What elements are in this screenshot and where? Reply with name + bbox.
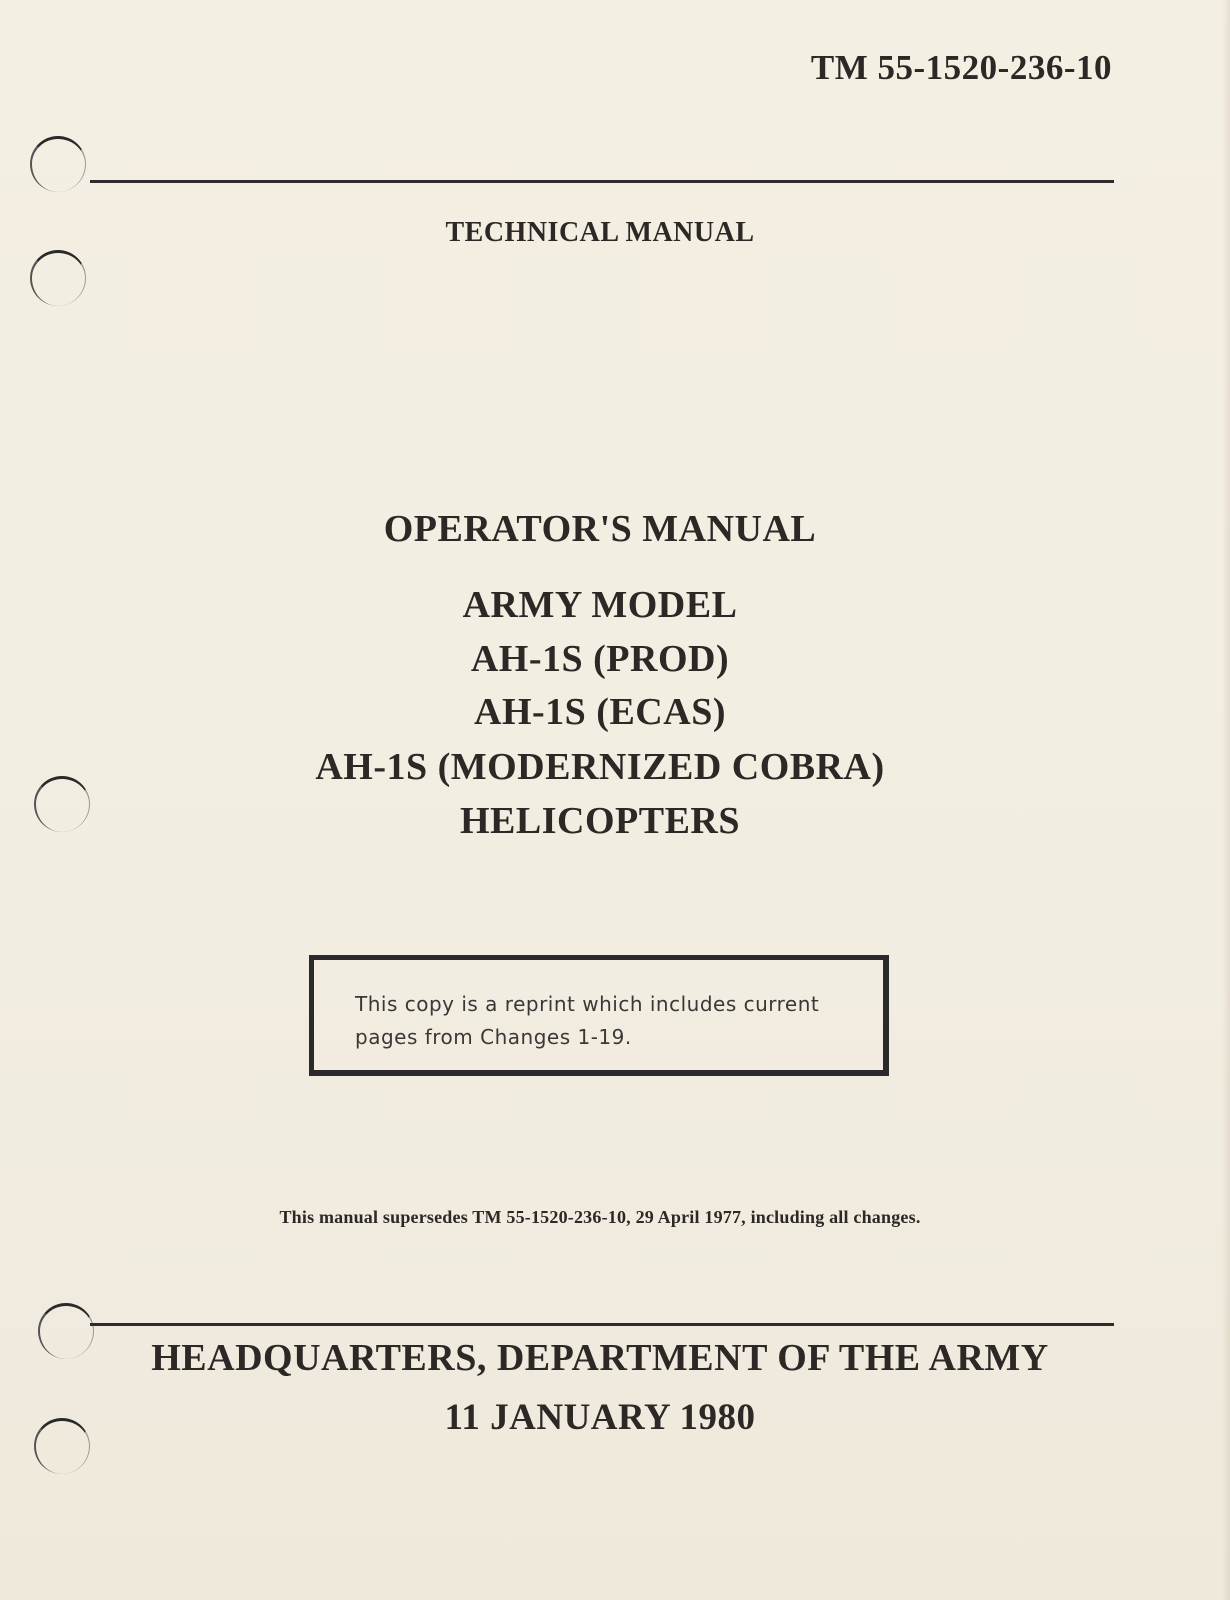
reprint-notice-box (309, 955, 889, 1076)
reprint-notice-line-1: This copy is a reprint which includes current (355, 992, 820, 1016)
title-line-army-model: ARMY MODEL (462, 584, 738, 626)
title-line-prod: AH-1S (PROD) (470, 638, 730, 680)
top-divider (90, 180, 1114, 183)
manual-type: OPERATOR'S MANUAL (383, 508, 817, 550)
title-line-ecas: AH-1S (ECAS) (474, 691, 726, 733)
punch-hole-icon (30, 136, 86, 192)
manual-category: TECHNICAL MANUAL (445, 217, 755, 248)
document-number: TM 55-1520-236-10 (810, 48, 1112, 87)
title-line-modernized-cobra: AH-1S (MODERNIZED COBRA) (315, 746, 885, 788)
supersedes-note: This manual supersedes TM 55-1520-236-10, 29 April 1977, including all changes. (279, 1207, 921, 1227)
issuing-authority: HEADQUARTERS, DEPARTMENT OF THE ARMY (151, 1337, 1049, 1379)
publication-date: 11 JANUARY 1980 (444, 1397, 756, 1438)
reprint-notice-line-2: pages from Changes 1-19. (355, 1025, 632, 1049)
title-line-helicopters: HELICOPTERS (459, 800, 741, 842)
page-edge-shadow (1222, 0, 1230, 1600)
punch-hole-icon (30, 250, 86, 306)
bottom-divider (90, 1323, 1114, 1326)
